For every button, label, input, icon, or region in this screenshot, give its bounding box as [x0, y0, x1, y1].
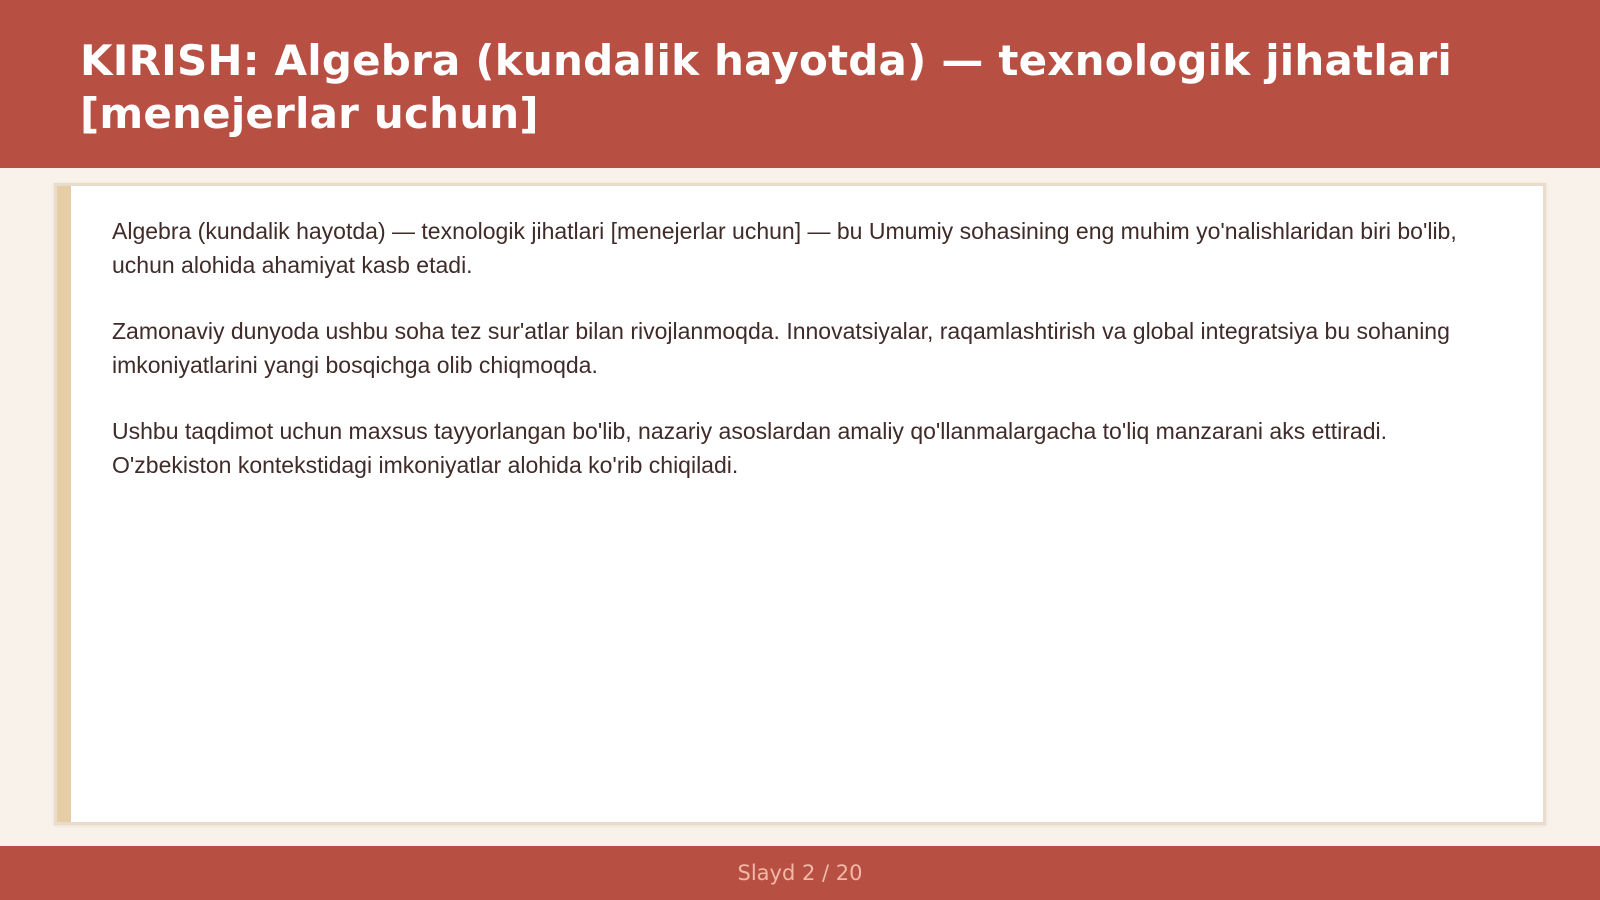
slide-counter: Slayd 2 / 20 [737, 861, 863, 885]
slide-title: KIRISH: Algebra (kundalik hayotda) — texnologik jihatlari [menejerlar uchun] [80, 36, 1452, 138]
intro-paragraph: Algebra (kundalik hayotda) — texnologik jihatlari [menejerlar uchun] — bu Umumiy sohasining eng muhim yo'nalishlaridan biri bo'lib, uchun alohida ahamiyat kasb etadi. [112, 218, 1457, 278]
slide-header [0, 0, 1600, 168]
left-accent-bar [57, 186, 71, 822]
slide-footer [0, 846, 1600, 900]
content-text [112, 214, 1512, 514]
content-card [54, 183, 1546, 825]
modern-world-paragraph: Zamonaviy dunyoda ushbu soha tez sur'atlar bilan rivojlanmoqda. Innovatsiyalar, raqamlashtirish va global integratsiya bu sohaning imkoniyatlarini yangi bosqichga olib chiqmoqda. [112, 318, 1450, 378]
presentation-purpose-paragraph: Ushbu taqdimot uchun maxsus tayyorlangan bo'lib, nazariy asoslardan amaliy qo'llanmalargacha to'liq manzarani aks ettiradi. O'zbekiston kontekstidagi imkoniyatlar alohida ko'rib chiqiladi. [112, 418, 1388, 478]
